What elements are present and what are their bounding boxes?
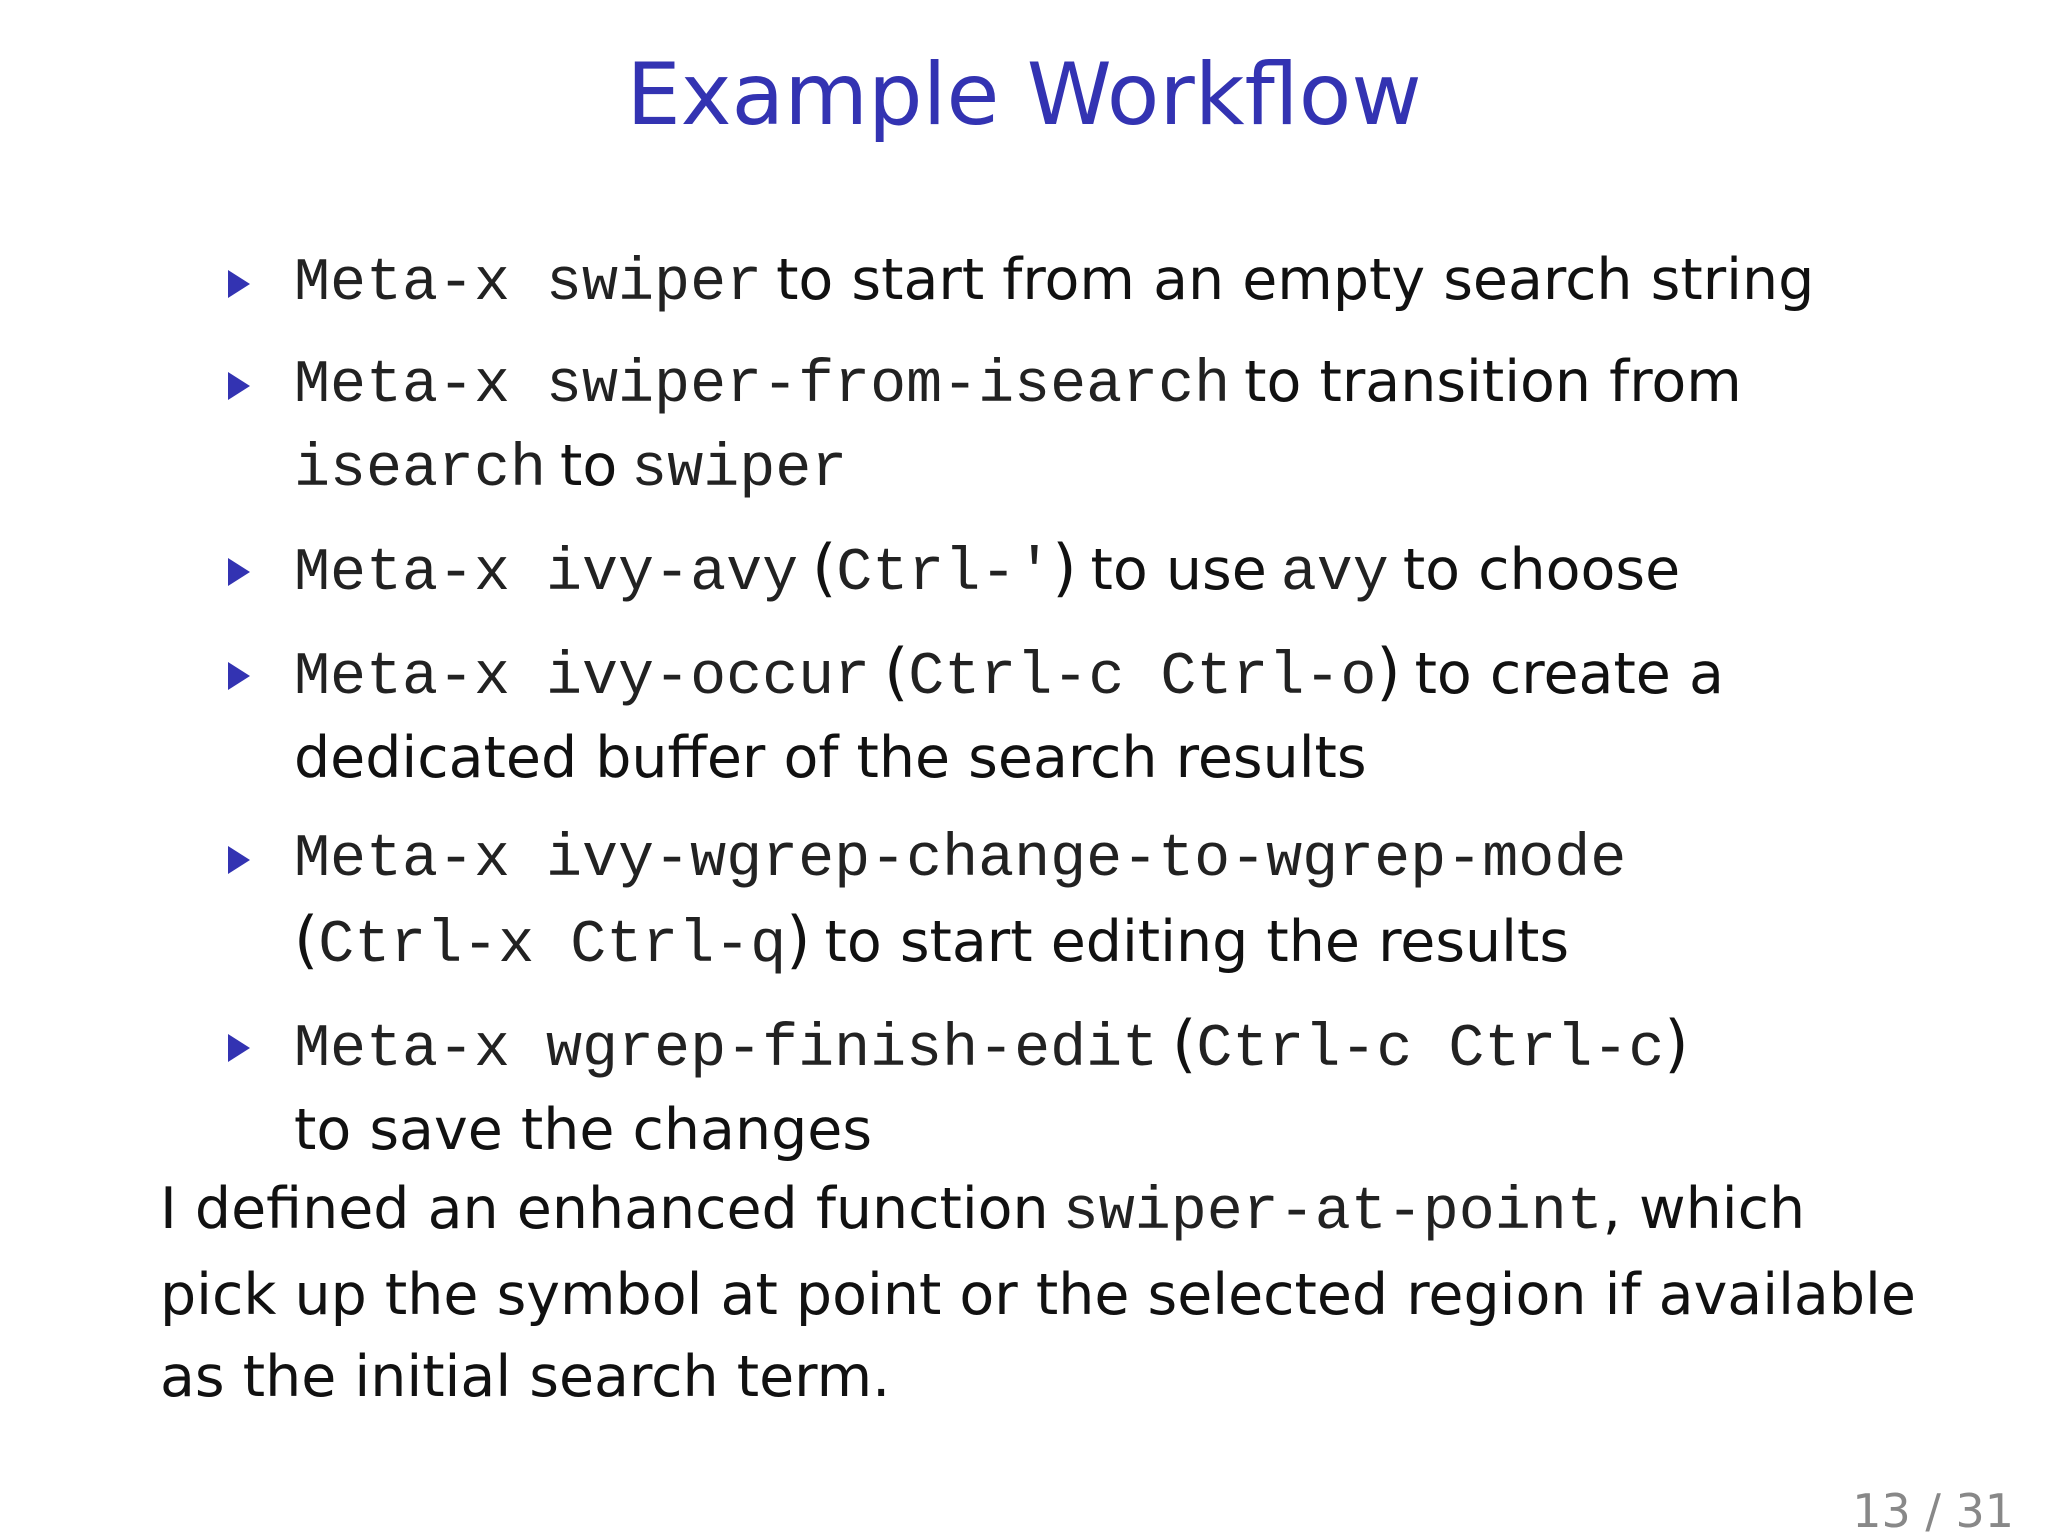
inline-code: swiper (631, 436, 848, 504)
keybinding-code: Ctrl-x Ctrl-q (318, 912, 787, 980)
close-paren: ) (1664, 1007, 1689, 1080)
command-code: Meta-x ivy-wgrep-change-to-wgrep-mode (294, 826, 1627, 894)
bullet-list (228, 240, 1948, 1188)
bullet-item-wgrep-finish (228, 1004, 1948, 1170)
bullet-text: to (560, 433, 618, 499)
function-code: swiper-at-point (1062, 1179, 1603, 1247)
command-code: Meta-x ivy-occur (294, 644, 871, 712)
bullet-text: to save the changes (294, 1097, 873, 1163)
paragraph-text: , which pick up the symbol at point or the selected region if available as the initial search term. (160, 1176, 1916, 1410)
triangle-bullet-icon (228, 372, 250, 400)
bullet-item-swiper-from-isearch (228, 342, 1948, 510)
bullet-item-wgrep-mode (228, 816, 1948, 986)
bullet-item-ivy-avy (228, 528, 1948, 614)
keybinding-code: Ctrl-' (836, 540, 1053, 608)
description-paragraph (160, 1168, 1920, 1418)
command-code: Meta-x ivy-avy (294, 540, 799, 608)
command-code: Meta-x swiper-from-isearch (294, 352, 1231, 420)
open-paren: ( (884, 635, 909, 708)
bullet-text: to choose (1402, 537, 1681, 603)
inline-code: avy (1280, 540, 1389, 608)
inline-code: isearch (294, 436, 547, 504)
command-code: Meta-x swiper (294, 250, 763, 318)
bullet-text: to start editing the results (824, 909, 1570, 975)
bullet-item-swiper (228, 240, 1948, 324)
bullet-item-ivy-occur (228, 632, 1948, 798)
bullet-text: to use (1090, 537, 1267, 603)
close-paren: ) (1052, 531, 1077, 604)
close-paren: ) (1376, 635, 1401, 708)
close-paren: ) (786, 903, 811, 976)
bullet-text: to transition from (1244, 349, 1742, 415)
triangle-bullet-icon (228, 1034, 250, 1062)
page-number: 13 / 31 (1852, 1484, 2014, 1538)
command-code: Meta-x wgrep-finish-edit (294, 1016, 1159, 1084)
triangle-bullet-icon (228, 846, 250, 874)
bullet-text: to create a dedicated buffer of the search results (294, 641, 1724, 791)
keybinding-code: Ctrl-c Ctrl-c (1196, 1016, 1665, 1084)
triangle-bullet-icon (228, 662, 250, 690)
slide-title: Example Workflow (626, 45, 1422, 145)
triangle-bullet-icon (228, 558, 250, 586)
open-paren: ( (812, 531, 837, 604)
triangle-bullet-icon (228, 270, 250, 298)
keybinding-code: Ctrl-c Ctrl-o (908, 644, 1377, 712)
open-paren: ( (1172, 1007, 1197, 1080)
bullet-text: to start from an empty search string (776, 247, 1815, 313)
paragraph-text: I defined an enhanced function (160, 1176, 1049, 1242)
open-paren: ( (294, 903, 319, 976)
